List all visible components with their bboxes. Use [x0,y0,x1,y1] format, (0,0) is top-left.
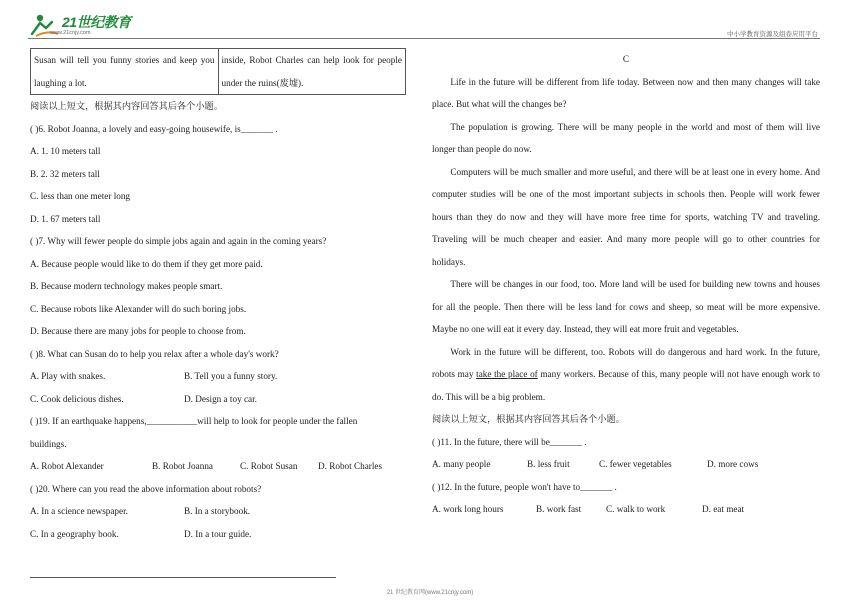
instruction-text-right: 阅读以上短文，根据其内容回答其后各个小题。 [432,414,625,424]
footer-divider [30,577,336,578]
question-12: ( )12. In the future, people won't have to_______ . [432,481,617,492]
header-platform-text: 中小学教育资源及组卷应用平台 [727,31,818,38]
q6-option-b: B. 2. 32 meters tall [30,168,100,179]
q20-option-c: C. In a geography book. [30,528,119,539]
q11-option-d: D. more cows [707,459,759,469]
q20-options-row1 [30,500,418,523]
passage-paragraph-1: Life in the future will be different from life today. Between now and then many changes will take place. But what will the changes be? [432,76,820,109]
q8-options-row1 [30,365,418,388]
q7-option-a: A. Because people would like to do them if they get more paid. [30,258,263,269]
question-20: ( )20. Where can you read the above information about robots? [30,483,262,494]
q11-option-a: A. many people [432,459,491,469]
q6-option-d: D. 1. 67 meters tall [30,213,101,224]
q19-option-b: B. Robot Joanna [152,461,213,471]
p5-text-after: many workers. Because of this, many people will not have enough work to do. This will be a big problem. [432,369,820,402]
q12-option-b: B. work fast [536,504,582,514]
q19-option-a: A. Robot Alexander [30,461,104,471]
q6-option-a: A. 1. 10 meters tall [30,146,101,156]
q20-option-b: B. In a storybook. [184,506,251,516]
logo-url: www.21cnjy.com [50,30,91,36]
table-cell-charles: inside, Robot Charles can help look for people under the ruins(废墟). [218,49,406,95]
q11-options [432,453,820,476]
passage-paragraph-2: The population is growing. There will be many people in the world and most of them will live longer than people do now. [432,121,820,154]
passage-paragraph-4: There will be changes in our food, too. More land will be used for building new towns and houses for all the people. Then there will be less land for cows and sheep, so meat will be more expensive. Maybe no one will eat it every day. Instead, they will eat more fruit and vegetables. [432,279,820,334]
q19-options [30,455,418,478]
question-19: ( )19. If an earthquake happens,___________will help to look for people under the fallen [30,416,358,426]
q20-option-a: A. In a science newspaper. [30,506,128,516]
q19-option-d: D. Robot Charles [318,461,383,471]
q7-option-d: D. Because there are many jobs for people to choose from. [30,326,246,336]
question-8: ( )8. What can Susan do to help you relax after a whole day's work? [30,348,279,359]
section-heading: C [622,54,630,64]
q12-option-d: D. eat meat [702,504,745,514]
passage-paragraph-3: Computers will be much smaller and more useful, and there will be at least one in every home. And computer studies will be one of the most important subjects in schools then. People will work fewer hours than they do now and they will have more free time for sports, watching TV and traveling. Traveling will be much cheaper and easier. And many more people will go to other countries for holidays. [432,166,820,267]
q6-option-c: C. less than one meter long [30,191,131,201]
q12-options [432,498,820,521]
right-column [432,48,820,521]
passage-paragraph-5 [432,341,820,409]
q8-option-a: A. Play with snakes. [30,371,106,381]
robot-info-table [30,48,406,95]
q7-option-b: B. Because modern technology makes people smart. [30,281,223,291]
q20-option-d: D. In a tour guide. [184,528,252,539]
q11-option-b: B. less fruit [527,459,570,469]
question-11: ( )11. In the future, there will be_______ . [432,436,587,447]
question-6: ( )6. Robot Joanna, a lovely and easy-going housewife, is_______ . [30,123,278,134]
q19-option-c: C. Robot Susan [240,461,298,471]
header-divider [28,38,820,39]
q12-option-a: A. work long hours [432,504,504,514]
q8-option-d: D. Design a toy car. [184,393,257,404]
q7-option-c: C. Because robots like Alexander will do such boring jobs. [30,303,247,314]
footer-text: 21 世纪教育网(www.21cnjy.com) [386,590,474,596]
p5-text-before: Work in the future will be different, too. Robots will do dangerous and hard work. In the future, robots may [432,346,820,379]
p5-underlined-phrase: take the place of [476,369,538,379]
q12-option-c: C. walk to work [606,504,666,514]
instruction-text: 阅读以上短文，根据其内容回答其后各个小题。 [30,101,223,111]
left-column [30,48,418,545]
q8-option-b: B. Tell you a funny story. [184,371,278,381]
q20-options-row2 [30,523,418,546]
q11-option-c: C. fewer vegetables [599,459,672,469]
table-cell-susan: Susan will tell you funny stories and keep you laughing a lot. [31,49,219,95]
q8-option-c: C. Cook delicious dishes. [30,393,124,404]
logo-text: 21世纪教育 [62,14,131,30]
q8-options-row2 [30,388,418,411]
question-7: ( )7. Why will fewer people do simple jobs again and again in the coming years? [30,236,327,246]
question-19-cont: buildings. [30,438,67,449]
